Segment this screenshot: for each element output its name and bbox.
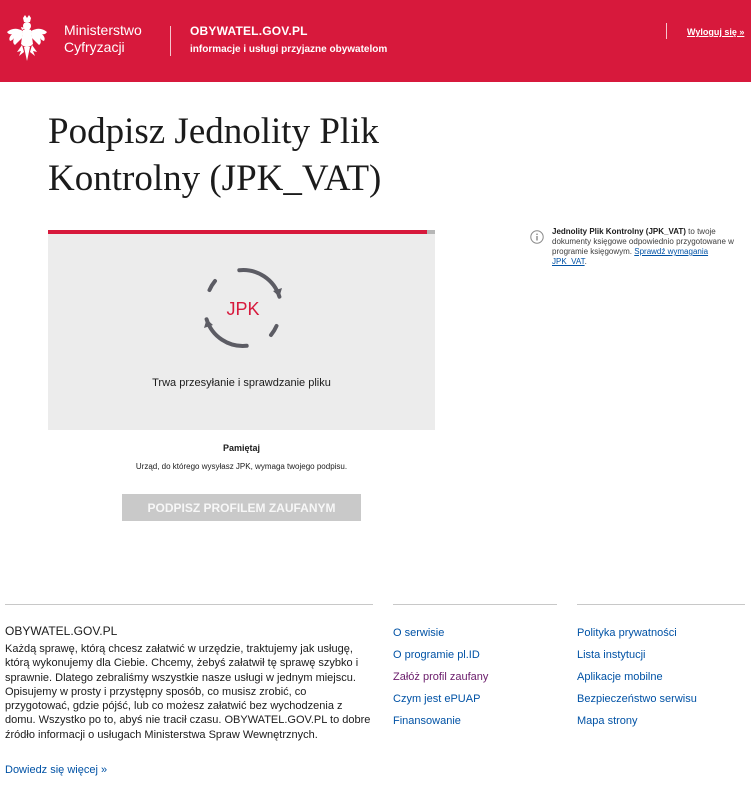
page-title [48,108,508,202]
info-bold-text: Jednolity Plik Kontrolny (JPK_VAT) [552,227,686,236]
page-title-line1: Podpisz Jednolity Plik [48,111,379,152]
portal-tagline: informacje i usługi przyjazne obywatelom [190,44,388,55]
jpk-refresh-spinner-icon [199,264,287,352]
ministry-name [64,22,142,56]
footer-rule-3 [577,604,745,605]
upload-status-panel [48,234,435,430]
footer-link-aplikacje[interactable]: Aplikacje mobilne [577,671,663,683]
sign-trusted-profile-button[interactable]: PODPISZ PROFILEM ZAUFANYM [122,494,361,521]
footer-title: OBYWATEL.GOV.PL [5,624,118,638]
header-divider [170,26,171,56]
footer-description: Każdą sprawę, którą chcesz załatwić w urzędzie, traktujemy jak usługę, którą wykonujemy dla Ciebie. Chcemy, żebyś załatwił tę sprawę szybko i sprawnie. Dlatego zebraliśmy wszystkie nasze usługi w jednym miejscu. Opisujemy w prosty i przystępny sposób, co musisz zrobić, co przygotować, gdzie pójść, lub co możesz załatwić bez wychodzenia z domu. Wszystko po to, abyś nie tracił czasu. OBYWATEL.GOV.PL to dobre źródło informacji o usługach Ministerstwa Spraw Wewnętrznych. [5,643,371,741]
ministry-line1: Ministerstwo [64,22,142,38]
footer-link-polityka[interactable]: Polityka prywatności [577,627,677,639]
spinner-label: JPK [226,299,260,319]
footer-rule-2 [393,604,557,605]
info-text [552,227,742,267]
footer-link-o-programie[interactable]: O programie pl.ID [393,649,480,661]
footer-link-o-serwisie[interactable]: O serwisie [393,627,445,639]
learn-more-link[interactable]: Dowiedz się więcej » [5,764,108,776]
logout-divider [666,23,667,39]
eagle-emblem-icon [6,14,48,62]
footer-link-lista-instytucji[interactable]: Lista instytucji [577,649,646,661]
upload-status-text: Trwa przesyłanie i sprawdzanie pliku [152,377,331,389]
logout-link[interactable]: Wyloguj się » [687,27,745,37]
footer-link-mapa[interactable]: Mapa strony [577,715,638,727]
info-body-text: to twoje dokumenty księgowe odpowiednio przygotowane w programie księgowym. [552,227,734,256]
site-header [0,0,751,82]
info-icon [530,230,544,244]
ministry-line2: Cyfryzacji [64,39,125,55]
jpk-requirements-link[interactable]: Sprawdź wymagania JPK_VAT [552,247,709,266]
reminder-text: Urząd, do którego wysyłasz JPK, wymaga twojego podpisu. [135,462,348,471]
footer-links-col1 [393,622,488,732]
reminder-title: Pamiętaj [222,443,261,453]
footer-link-profil-zaufany[interactable]: Załóż profil zaufany [393,671,489,683]
footer-link-finansowanie[interactable]: Finansowanie [393,715,461,727]
page-title-line2: Kontrolny (JPK_VAT) [48,158,382,199]
footer-rule-1 [5,604,373,605]
portal-name[interactable]: OBYWATEL.GOV.PL [190,24,308,38]
info-trailing: . [584,257,587,266]
footer-link-epuap[interactable]: Czym jest ePUAP [393,693,481,705]
footer-link-bezpieczenstwo[interactable]: Bezpieczeństwo serwisu [577,693,697,705]
footer-links-col2 [577,622,697,732]
